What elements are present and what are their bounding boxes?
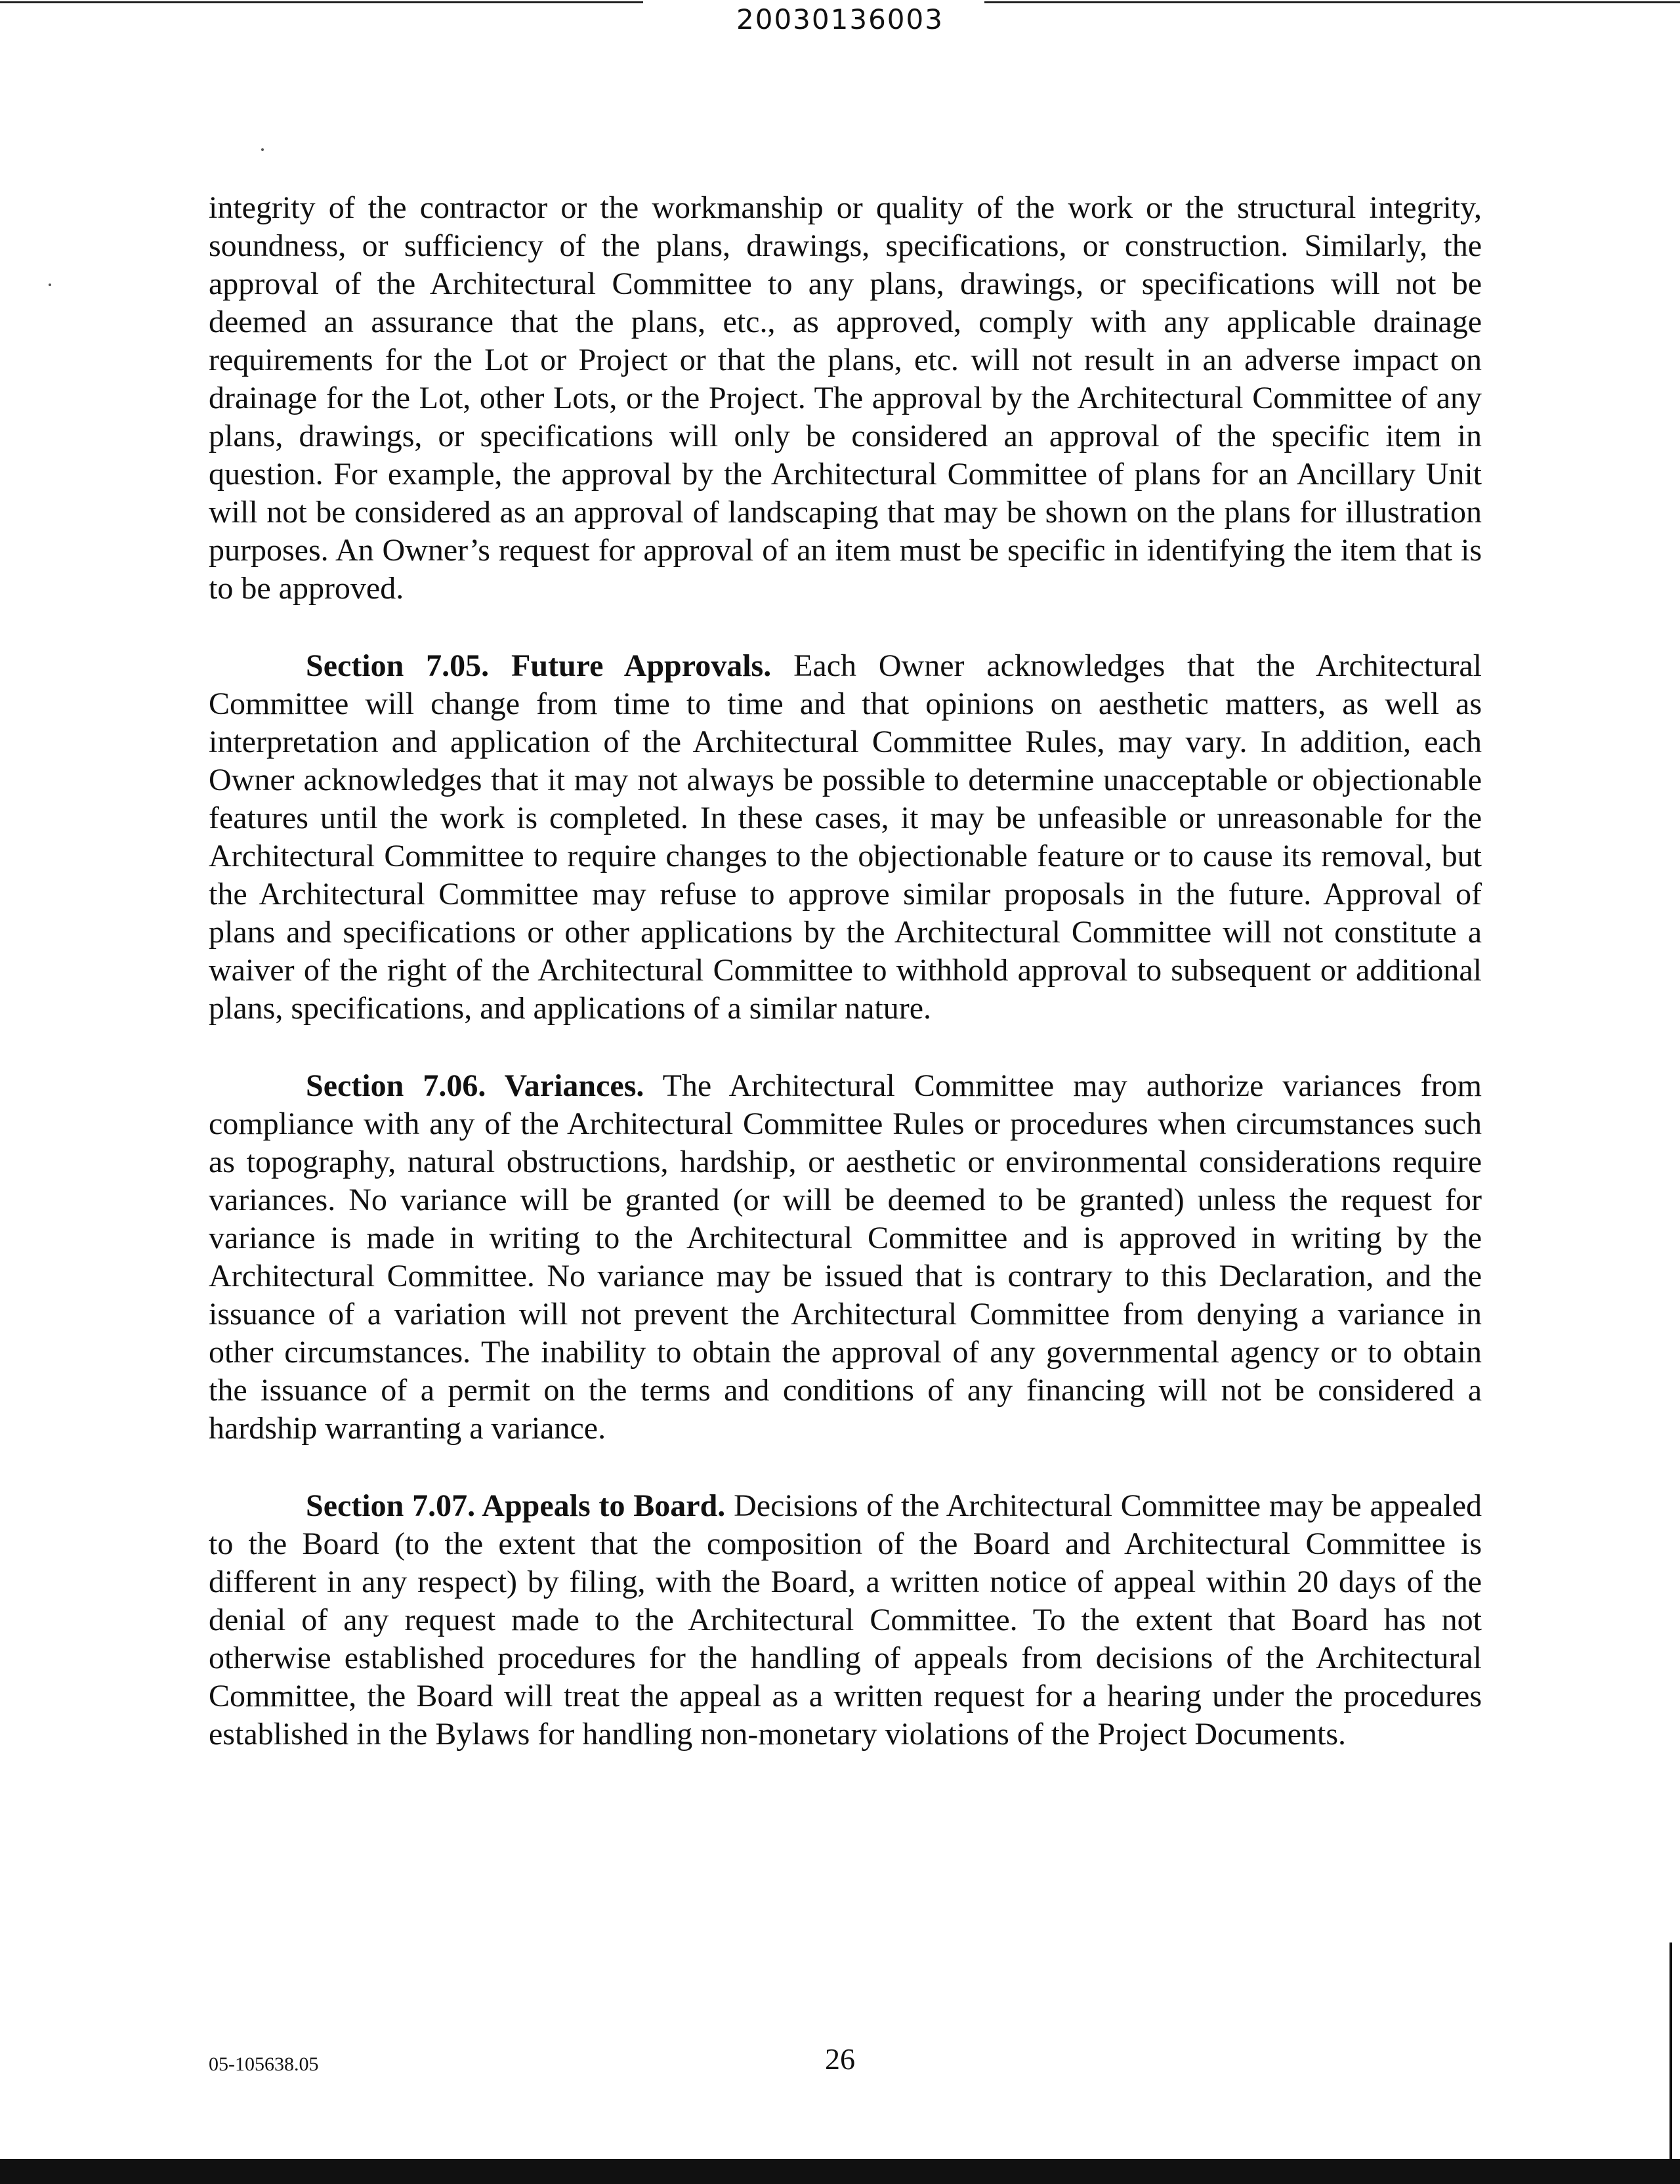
section-7-06 (209, 1067, 1482, 1448)
section-text: Each Owner acknowledges that the Architectural Committee will change from time to time and that opinions on aesthetic matters, as well as interpretation and application of the Architectural Committee Rules, may vary. In addition, each Owner acknowledges that it may not always be possible to determine unacceptable or objectionable features until the work is completed. In these cases, it may be unfeasible or unreasonable for the Architectural Committee to require changes to the objectionable feature or to cause its removal, but the Architectural Committee may refuse to approve similar proposals in the future. Approval of plans and specifications or other applications by the Architectural Committee will not constitute a waiver of the right of the Architectural Committee to withhold approval to subsequent or additional plans, specifications, and applications of a similar nature. (209, 648, 1482, 1026)
section-text: Decisions of the Architectural Committee may be appealed to the Board (to the extent that the composition of the Board and Architectural Committee is different in any respect) by filing, with the Board, a written notice of appeal within 20 days of the denial of any request made to the Architectural Committee. To the extent that Board has not otherwise established procedures for the handling of appeals from decisions of the Architectural Committee, the Board will treat the appeal as a written request for a hearing under the procedures established in the Bylaws for handling non-monetary violations of the Project Documents. (209, 1488, 1482, 1752)
scan-edge-line (1670, 1942, 1672, 2184)
section-heading: Section 7.06. Variances. (306, 1068, 644, 1103)
footer-doc-code: 05-105638.05 (209, 2053, 319, 2075)
paragraph-continuation: integrity of the contractor or the workmanship or quality of the work or the structural integrity, soundness, or sufficiency of the plans, drawings, specifications, or construction. Similarly, the approval of the Architectural Committee to any plans, drawings, or specifications will not be deemed an assurance that the plans, etc., as approved, comply with any applicable drainage requirements for the Lot or Project or that the plans, etc. will not result in an adverse impact on drainage for the Lot, other Lots, or the Project. The approval by the Architectural Committee of any plans, drawings, or specifications will only be considered an approval of the specific item in question. For example, the approval by the Architectural Committee of plans for an Ancillary Unit will not be considered as an approval of landscaping that may be shown on the plans for illustration purposes. An Owner’s request for approval of an item must be specific in identifying the item that is to be approved. (209, 190, 1482, 606)
page-number: 26 (825, 2042, 855, 2076)
scan-bottom-band (0, 2159, 1680, 2184)
section-7-07 (209, 1487, 1482, 1754)
section-heading: Section 7.05. Future Approvals. (306, 648, 772, 683)
scan-speck (49, 284, 51, 286)
section-7-05 (209, 647, 1482, 1028)
page-body (209, 189, 1482, 1793)
section-heading: Section 7.07. Appeals to Board. (306, 1488, 726, 1523)
section-text: The Architectural Committee may authorize variances from compliance with any of the Architectural Committee Rules or procedures when circumstances such as topography, natural obstructions, hardship, or aesthetic or environmental considerations require variances. No variance will be granted (or will be deemed to be granted) unless the request for variance is made in writing to the Architectural Committee and is approved in writing by the Architectural Committee. No variance may be issued that is contrary to this Declaration, and the issuance of a variation will not prevent the Architectural Committee from denying a variance in other circumstances. The inability to obtain the approval of any governmental agency or to obtain the issuance of a permit on the terms and conditions of any financing will not be considered a hardship warranting a variance. (209, 1068, 1482, 1446)
scan-speck (261, 148, 264, 151)
document-number: 20030136003 (736, 3, 944, 35)
